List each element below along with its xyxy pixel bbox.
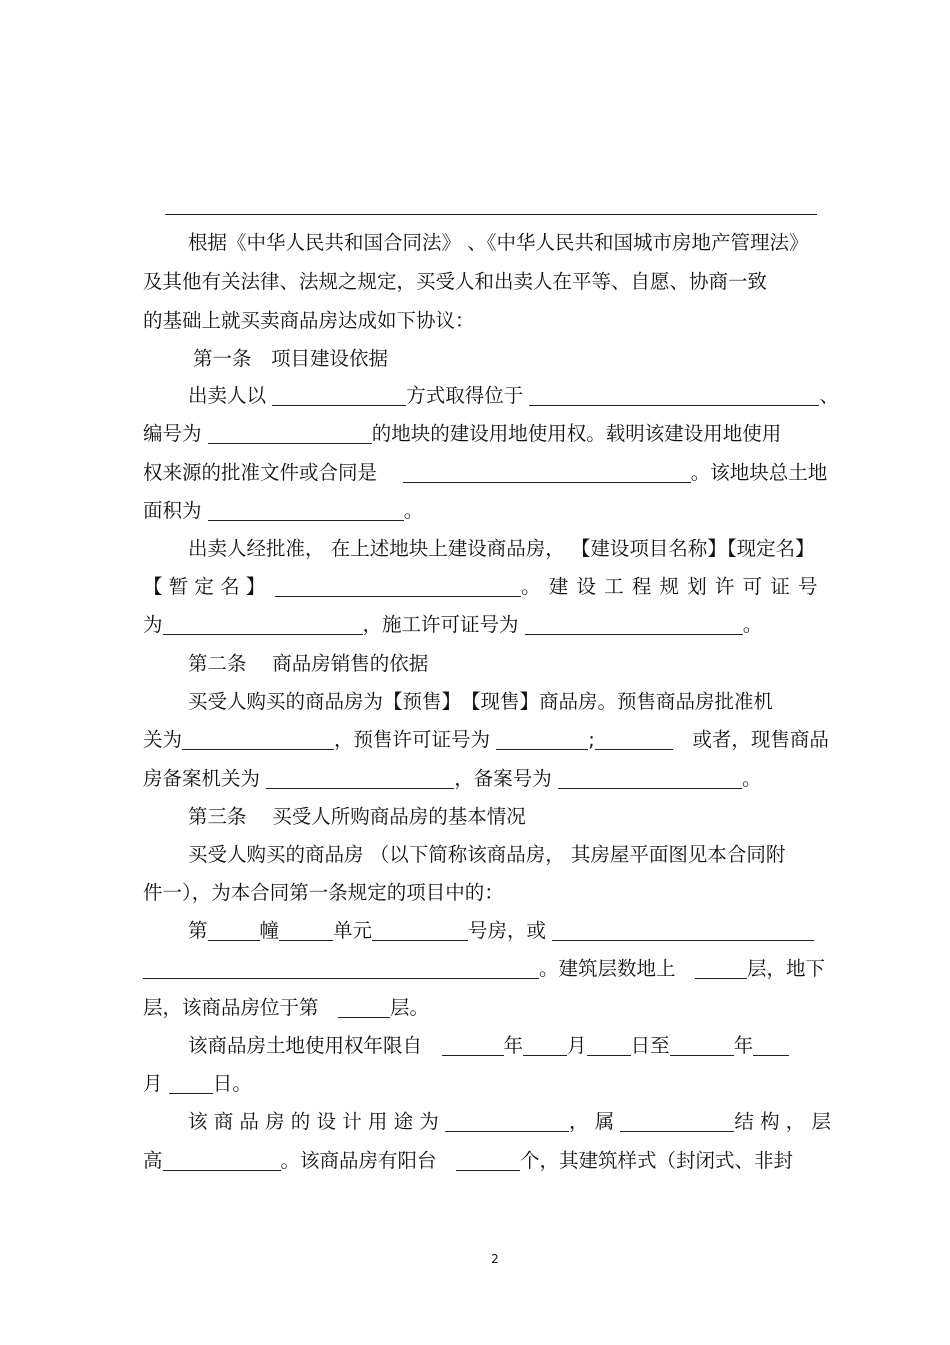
blank-presale-permit[interactable] <box>496 729 588 750</box>
blank-start-year[interactable] <box>442 1035 504 1056</box>
blank-floor-located[interactable] <box>338 997 390 1018</box>
intro-line-3: 的基础上就买卖商品房达成如下协议： <box>143 309 475 332</box>
blank-presale-authority[interactable] <box>182 729 334 750</box>
intro-line-2: 及其他有关法律、法规之规定，买受人和出卖人在平等、自愿、协商一致 <box>143 270 768 293</box>
article-3-line-4: 。建筑层数地上 层，地下 <box>143 955 850 983</box>
header-rule <box>165 214 817 215</box>
intro-line-1: 根据《中华人民共和国合同法》 、《中华人民共和国城市房地产管理法》 <box>188 231 809 254</box>
article-3-line-5: 层，该商品房位于第 层。 <box>143 996 430 1019</box>
blank-filing-number[interactable] <box>558 768 742 789</box>
article-3-title: 第三条 买受人所购商品房的基本情况 <box>188 805 526 828</box>
blank-end-month-line[interactable] <box>753 1035 789 1056</box>
article-1-line-5: 出卖人经批准， 在上述地块上建设商品房， 【建设项目名称】【现定名】 <box>188 537 815 560</box>
article-3-line-6: 该商品房土地使用权年限自 年 月 日至 年 <box>188 1032 895 1060</box>
blank-building-no[interactable] <box>208 920 260 941</box>
blank-project-name[interactable] <box>275 576 521 597</box>
article-2-line-1: 买受人购买的商品房为【预售】 【现售】商品房。预售商品房批准机 <box>188 690 774 713</box>
blank-end-day[interactable] <box>169 1073 213 1094</box>
article-1-line-6: 【 暂 定 名 】 。 建 设 工 程 规 划 许 可 证 号 <box>143 575 819 598</box>
blank-start-day[interactable] <box>587 1035 631 1056</box>
blank-unit-no[interactable] <box>279 920 333 941</box>
blank-land-area[interactable] <box>208 500 404 521</box>
blank-planning-permit[interactable] <box>163 614 363 635</box>
blank-floors-above[interactable] <box>695 958 747 979</box>
blank-structure[interactable] <box>620 1111 734 1132</box>
blank-start-month[interactable] <box>523 1035 567 1056</box>
page-number: 2 <box>491 1252 499 1266</box>
blank-land-location[interactable] <box>529 385 819 406</box>
blank-acquire-method[interactable] <box>272 385 406 406</box>
article-2-line-3: 房备案机关为 ，备案号为 。 <box>143 767 762 790</box>
article-1-line-3: 权来源的批准文件或合同是 。该地块总土地 <box>143 461 828 484</box>
article-2-line-2: 关为 ，预售许可证号为 ; 或者，现售商品 <box>143 728 829 751</box>
blank-end-year[interactable] <box>670 1035 734 1056</box>
blank-room-no[interactable] <box>372 920 468 941</box>
article-3-line-2: 件一），为本合同第一条规定的项目中的： <box>143 881 504 904</box>
article-3-line-1: 买受人购买的商品房 （以下简称该商品房， 其房屋平面图见本合同附 <box>188 843 786 866</box>
blank-alt-description-2[interactable] <box>143 958 539 979</box>
article-3-line-3: 第 幢 单元 号房，或 <box>188 917 895 945</box>
blank-balcony-count[interactable] <box>456 1150 520 1171</box>
blank-construction-permit[interactable] <box>525 614 743 635</box>
blank-alt-description[interactable] <box>552 920 814 941</box>
blank-parcel-number[interactable] <box>208 423 372 444</box>
article-1-line-2: 编号为 的地块的建设用地使用权。载明该建设用地使用 <box>143 422 782 445</box>
blank-filing-authority[interactable] <box>266 768 454 789</box>
article-1-line-4: 面积为 。 <box>143 499 424 522</box>
blank-design-use[interactable] <box>445 1111 569 1132</box>
article-1-line-7: 为 ，施工许可证号为 。 <box>143 613 763 636</box>
blank-presale-permit-2[interactable] <box>595 729 673 750</box>
article-3-line-9: 高 。该商品房有阳台 个，其建筑样式（封闭式、非封 <box>143 1149 794 1172</box>
article-1-line-1: 出卖人以 方式取得位于 、 <box>188 384 839 407</box>
blank-floor-height[interactable] <box>163 1150 281 1171</box>
article-2-title: 第二条 商品房销售的依据 <box>188 652 429 675</box>
article-3-line-8: 该 商 品 房 的 设 计 用 途 为 ， 属 结 构 ， 层 <box>188 1110 832 1133</box>
article-3-line-7: 月 日。 <box>143 1072 252 1095</box>
blank-approval-document[interactable] <box>403 462 691 483</box>
article-1-title: 第一条 项目建设依据 <box>193 347 389 370</box>
